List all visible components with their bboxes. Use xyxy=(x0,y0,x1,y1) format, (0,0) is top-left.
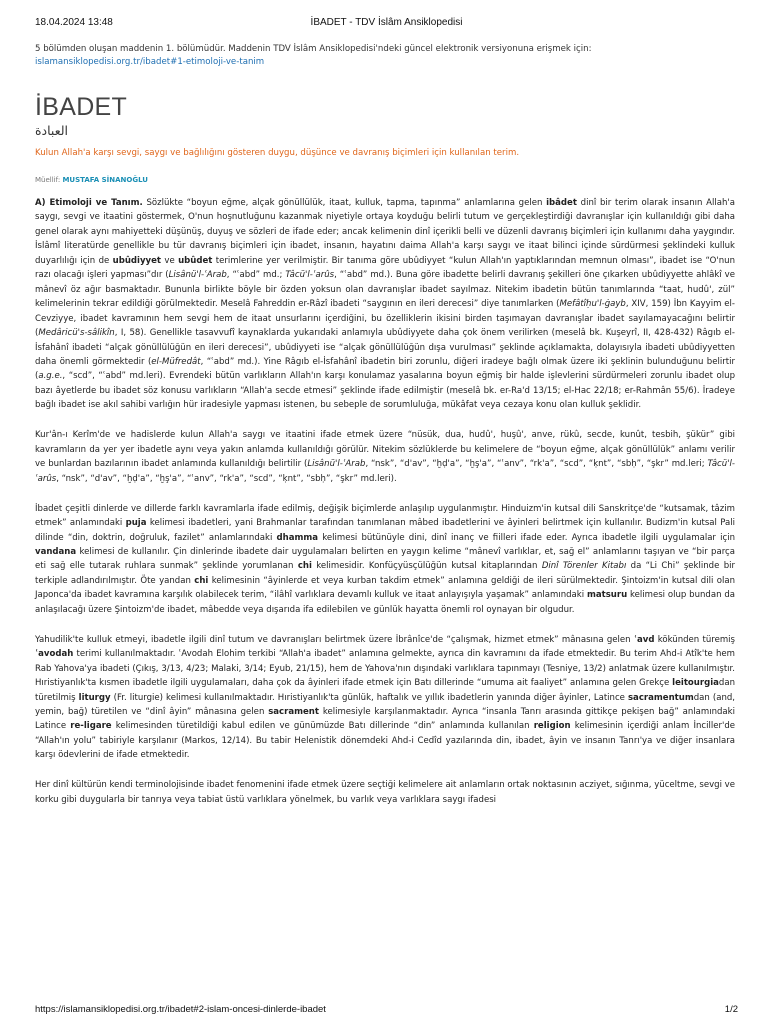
bold-term: ibâdet xyxy=(546,198,577,208)
body-paragraph xyxy=(35,502,735,618)
bold-term: re-ligare xyxy=(70,721,112,732)
bold-term: puja xyxy=(125,518,147,529)
text-run: , “ʿabd” md.; xyxy=(226,270,286,281)
body-paragraph xyxy=(35,196,735,413)
bold-term: vandana xyxy=(35,546,77,557)
bold-term: dhamma xyxy=(276,532,319,543)
bold-term: ubûdiyyet xyxy=(112,255,162,266)
italic-citation: Mefâtîḥu'l-ġayb xyxy=(559,299,626,310)
text-run: kökünden türemiş xyxy=(654,634,736,645)
text-run: kelimesi ibadetleri, yani Brahmanlar tarafından tanımlanan mâbed ibadetlerini ve âyinleri belirtmek için kullanılır. Budizm'in kutsal Pali dilinde “din, doktrin, doğruluk, fazilet” anlamlarındaki xyxy=(35,518,735,543)
bold-term: sacramentum xyxy=(627,692,694,703)
text-run: kelimesiyle karşılanmaktadır. Ayrıca “insanla Tanrı arasında gittikçe pekişen bağ” anlamındaki Latince xyxy=(35,707,735,732)
section-notice xyxy=(35,43,735,68)
italic-citation: Tâcü'l-ʿarûs xyxy=(35,459,735,484)
article-title: İBADET xyxy=(35,93,128,121)
bold-term: chi xyxy=(194,575,209,586)
print-datetime: 18.04.2024 13:48 xyxy=(35,17,113,28)
author-label: Müellif: xyxy=(35,176,61,184)
text-run: dinî bir terim olarak insanın Allah'a saygı, sevgi ve itaatini göstermek, O'nun hoşnutluğunu kazanmak niyetiyle ortaya koyduğu belirli tutum ve gerçekleştirdiği davranışlar için kullanıldığı gibi daha genel olarak aynı mahiyetteki düşünüş, duyuş ve sözleri de ifade eder; ancak kelimenin dinî içerikli belli ve düzenli davranış biçimleri için kullanımı daha yaygındır. İslâmî literatürde genellikle bu tür davranış biçimleri için ibadet, insanın, hayatını daima Allah'a karşı saygı ve itaat bilinci içinde sürdürmesi şeklindeki kulluk duyarlılığı için de xyxy=(35,198,735,266)
text-run: dan (and, yemin, bağ) türetilen ve “dinî âyin” mânasına gelen xyxy=(35,692,735,717)
notice-text: 5 bölümden oluşan maddenin 1. bölümüdür. Maddenin TDV İslâm Ansiklopedisi'ndeki güncel elektronik versiyonuna erişmek için: xyxy=(35,44,592,54)
bold-term: ʿavd xyxy=(633,634,655,645)
italic-citation: a.g.e. xyxy=(38,371,63,382)
italic-citation: Medâricü's-sâlikîn xyxy=(38,328,115,339)
text-run: Her dinî kültürün kendi terminolojisinde ibadet fenomenini ifade etmek üzere seçtiği kelimelere ait anlamların ortak noktasının acziyet, sığınma, yüceltme, sevgi ve korku gibi duygularla bir tanrıya veya tabiat üstü varlıklara yönelmek, bu varlık veya varlıklara saygı ifadesi xyxy=(35,780,736,805)
text-run: İbadet çeşitli dinlerde ve dillerde farklı kavramlarla ifade edilmiş, değişik biçimlerde anlaşılıp uygulanmıştır. Hinduizm'in kutsal dili Sanskritçe'de “kutsamak, tâzim etmek” anlamındaki xyxy=(35,503,735,529)
text-run: , “ʿabd” md.). Yine Râgıb el-İsfahânî ibadetin biri zorunlu, diğeri iradeye bağlı olmak üzere iki şeklinin bulunduğunu belirtir ( xyxy=(35,356,735,382)
text-run: terimlerine yer verilmiştir. Bir tanıma göre ubûdiyyet “kulun Allah'ın yaptıklarından memnun olması”, ibadet ise “O'nun razı olacağı işleri yapması”dır ( xyxy=(35,255,735,281)
print-page-number: 1/2 xyxy=(724,1004,738,1015)
bold-term: chi xyxy=(297,561,312,572)
text-run: ve xyxy=(161,255,179,266)
text-run: terimi kullanılmaktadır. ʿAvodah Elohim terkibi “Allah'a ibadet” anlamına gelmekte, ayrıca din kavramını da ifade etmektedir. Bu terim Ahd-i Atîk'te hem Rab Yahova'ya ibadeti (Çıkış, 3/13, 4/23; Malaki, 3/14; Eyub, 21/15), hem de Yahova'nın dışındaki varlıklara tapınmayı (Tesniye, 13/2) anlatmak üzere kullanılmıştır. Hıristiyanlık'ta kısmen ibadetle ilgili uygulamaları, daha çok da âyinleri ifade etmek için Batı dillerinde “umuma ait faaliyet” anlamına gelen Grekçe xyxy=(35,649,735,689)
bold-term: ʿavodah xyxy=(35,649,74,660)
body-paragraph xyxy=(35,428,735,486)
text-run: , “nsk”, “d'av”, “ḫḍ'a”, “ḫş'a”, “ʿanv”, “rk'a”, “scd”, “ḳnt”, “sbḥ”, “şkr” md.leri). xyxy=(56,473,397,484)
bold-term: religion xyxy=(533,721,571,732)
article-body xyxy=(35,196,735,807)
print-header xyxy=(35,17,738,29)
bold-term: A) Etimoloji ve Tanım. xyxy=(35,198,143,208)
text-run: kelimesidir. Konfüçyüsçülüğün kutsal kitaplarından xyxy=(311,561,542,572)
text-run: , XIV, 159) İbn Kayyim el-Cevziyye, ibadet kavramının hem sevgi hem de itaat unsurlarını içerdiğini, bu özelliklerin ikisini birden taşımayan davranışlar ibadet sayılamayacağını belirtir ( xyxy=(35,299,735,339)
text-run: , “scd”, “ʿabd” md.leri). Evrendeki bütün varlıkların Allah'ın karşı konulamaz yasalarına boyun eğmiş bir halde işlevlerini sürdürmeleri zorunlu ibadet olup bazı âyetlerde bu ibadet söz konusu varlıkların “Allah'a secde etmesi” şeklinde ifade edilmiştir (meselâ bk. er-Ra'd 13/15; el-Hac 22/18; er-Rahmân 55/6). İradeye bağlı ibadet ise akıl sahibi varlığın hür iradesiyle yapması istenen, bu sebeple de sorumluluğa, mükâfat veya cezaya konu olan kulluk şeklidir. xyxy=(35,371,735,411)
author-line xyxy=(35,175,735,185)
author-name-link[interactable]: MUSTAFA SİNANOĞLU xyxy=(62,176,148,184)
article-content xyxy=(35,43,735,823)
text-run: kelimesi olup bundan da anlaşılacağı üzere Şintoizm'de ibadet, mâbedde veya dışarıda ifa edilebilen ve günlük hayatta önemli rol oynayan bir olgudur. xyxy=(35,590,735,615)
italic-citation: el-Müfredât xyxy=(151,356,201,367)
text-run: da “Li Chi” şeklinde bir terkiple adlandırılmıştır. Öte yandan xyxy=(35,561,736,586)
text-run: , “ʿabd” md.). Buna göre ibadette belirli davranış şekilleri öne çıkarken ubûdiyyette ahlâkî ve mânevî öz ağır basmaktadır. Bununla birlikte böyle bir özden yoksun olan davranışlar ibadet sayılmaz. Nitekim ibadetin bütün tanımlarında “taat, hudû', zül” kelimelerinin tekrar edildiği görülmektedir. Meselâ Fahreddin er-Râzî ibadeti “saygının en ileri derecesi” diye tanımlarken ( xyxy=(35,270,735,310)
bold-term: ubûdet xyxy=(178,255,213,266)
bold-term: liturgy xyxy=(78,692,111,703)
notice-link[interactable]: islamansiklopedisi.org.tr/ibadet#1-etimoloji-ve-tanim xyxy=(35,56,265,67)
print-page-title: İBADET - TDV İslâm Ansiklopedisi xyxy=(310,17,463,28)
bold-term: matsuru xyxy=(586,590,628,601)
text-run: kelimesinden türetildiği kabul edilen ve günümüzde Batı dillerinde “din” anlamında kullanılan xyxy=(111,721,534,732)
italic-citation: Dinî Törenler Kitabı xyxy=(541,561,627,572)
print-url: https://islamansiklopedisi.org.tr/ibadet#2-islam-oncesi-dinlerde-ibadet xyxy=(35,1004,326,1015)
text-run: Sözlükte “boyun eğme, alçak gönüllülük, itaat, kulluk, tapma, tapınma” anlamlarına gelen xyxy=(142,198,547,208)
bold-term: sacrament xyxy=(268,707,319,717)
text-run: , “nsk”, “d'av”, “ḫḍ'a”, “ḫş'a”, “ʿanv”, “rk'a”, “scd”, “ḳnt”, “sbḥ”, “şkr” md.leri; xyxy=(365,459,708,470)
body-paragraph xyxy=(35,778,735,807)
text-run: kelimesi bütünüyle dini, dinî inanç ve fiilleri ifade eder. Ayrıca ibadetle ilgili uygulamalar için xyxy=(318,532,735,543)
text-run: (Fr. liturgie) kelimesi kullanılmaktadır. Hıristiyanlık'ta günlük, haftalık ve yıllık ibadetlerin yanında diğer âyinler, Latince xyxy=(110,692,628,703)
text-run: dan türetilmiş xyxy=(35,678,735,703)
text-run: , I, 58). Genellikle tasavvufî kaynaklarda yukarıdaki anlamıyla ubûdiyyete daha çok önem verilirken (meselâ bk. Kuşeyrî, II, 428-432) Râgıb el-İsfahânî ibadeti “alçak gönüllülüğün en ileri derecesi”, ubûdiyyeti ise “alçak gönüllülüğün dışa vurulması” şeklinde açıklamakta, dolayısıyla ibadeti ubûdiyyetten daha önemli görmektedir ( xyxy=(35,328,735,367)
italic-citation: Lisânü'l-ʿArab xyxy=(168,270,227,281)
text-run: kelimesi de kullanılır. Çin dinlerinde ibadete dair uygulamaları belirten en yaygın kelime “mânevî varlıklar, et, sağ el” anlamlarını taşıyan ve “bir parça eti sağ elle tutarak ruhlara sunmak” şeklinde yorumlanan xyxy=(35,546,735,572)
text-run: kelimesinin içerdiği anlam İnciller'de “Allah'ın yolu” tabiriyle karşılanır (Markos, 12/14). Bu tabir Helenistik dönemdeki Ahd-i Cedîd yazılarında din, ibadet, âyin ve insanın Tanrı'ya ve diğer insanlara karşı ödevlerini de ifade etmektedir. xyxy=(35,721,736,761)
text-run: Kur'ân-ı Kerîm'de ve hadislerde kulun Allah'a saygı ve itaatini ifade etmek üzere “nüsük, dua, hudû', huşû', anve, rükû, secde, kunût, tesbih, şükür” gibi kavramların da yer yer ibadetle aynı veya yakın anlamda kullanıldığı görülür. Nitekim sözlüklerde bu kelimelere de “boyun eğme, alçak gönüllülük” anlamı verilir ve bunlardan bazılarının ibadet anlamında kullanıldığı belirtilir ( xyxy=(35,430,735,470)
print-footer xyxy=(35,1004,738,1016)
italic-citation: Lisânü'l-ʿArab xyxy=(307,459,366,470)
text-run: Yahudilik'te kulluk etmeyi, ibadetle ilgili dinî tutum ve davranışları belirtmek üzere İbrânîce'de “çalışmak, hizmet etmek” mânasına gelen xyxy=(35,634,634,645)
italic-citation: Tâcü'l-ʿarûs xyxy=(285,270,335,281)
bold-term: leitourgia xyxy=(672,678,719,689)
body-paragraph xyxy=(35,633,735,763)
article-summary: Kulun Allah'a karşı sevgi, saygı ve bağlılığını gösteren duygu, düşünce ve davranış biçimleri için kullanılan terim. xyxy=(35,148,520,158)
text-run: kelimesinin “âyinlerde et veya kurban takdim etmek” anlamına geldiği de ileri sürülmektedir. Şintoizm'in kutsal dili olan Japonca'da ibadet kavramına karşılık olabilecek terim, “ilâhî varlıklara devamlı kulluk ve itaat anlayışıyla yaşamak” anlamındaki xyxy=(35,575,735,601)
arabic-title: العبادة xyxy=(35,123,69,138)
